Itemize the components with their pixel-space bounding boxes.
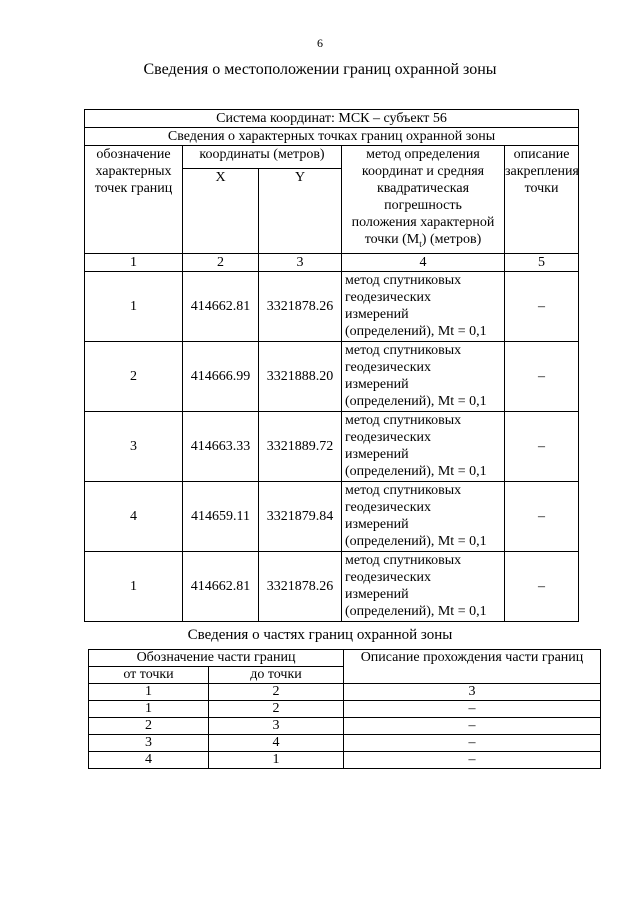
method: метод спутниковых геодезических измерений (определений), Mt = 0,1	[342, 341, 505, 411]
coord-x: 414666.99	[183, 341, 259, 411]
description: –	[505, 341, 579, 411]
to-point: 2	[209, 684, 344, 701]
coordinate-system: Система координат: МСК – субъект 56	[85, 110, 579, 128]
header-from-point: от точки	[89, 667, 209, 684]
to-point: 1	[209, 752, 344, 769]
part-description: –	[344, 718, 601, 735]
from-point: 1	[89, 701, 209, 718]
method: метод спутниковых геодезических измерений (определений), Mt = 0,1	[342, 271, 505, 341]
method: метод спутниковых геодезических измерений (определений), Mt = 0,1	[342, 411, 505, 481]
description: –	[505, 551, 579, 621]
coord-x: 414662.81	[183, 271, 259, 341]
table-row	[85, 481, 579, 551]
parts-table	[88, 649, 601, 769]
header-description: описание закрепления точки	[505, 146, 579, 254]
point-id: 2	[85, 341, 183, 411]
coord-y: 3321878.26	[259, 271, 342, 341]
table-row	[89, 701, 601, 718]
table-row	[85, 551, 579, 621]
table-row	[89, 718, 601, 735]
column-number: 4	[342, 253, 505, 271]
table-row	[85, 341, 579, 411]
part-description: 3	[344, 684, 601, 701]
header-method: метод определения координат и средняя квадратическая погрешность положения характерной точки $(M_t)$ (метров)	[342, 146, 505, 254]
parts-title: Сведения о частях границ охранной зоны	[187, 627, 453, 643]
coord-x: 414659.11	[183, 481, 259, 551]
header-x: X	[183, 168, 259, 253]
point-id: 1	[85, 271, 183, 341]
from-point: 4	[89, 752, 209, 769]
header-y: Y	[259, 168, 342, 253]
point-id: 1	[85, 551, 183, 621]
coord-y: 3321879.84	[259, 481, 342, 551]
description: –	[505, 411, 579, 481]
to-point: 2	[209, 701, 344, 718]
coord-y: 3321888.20	[259, 341, 342, 411]
header-part-designation: Обозначение части границ	[89, 650, 344, 667]
description: –	[505, 271, 579, 341]
table-row	[89, 752, 601, 769]
table-row	[89, 684, 601, 701]
point-id: 3	[85, 411, 183, 481]
description: –	[505, 481, 579, 551]
part-description: –	[344, 752, 601, 769]
table-row	[85, 271, 579, 341]
from-point: 3	[89, 735, 209, 752]
part-description: –	[344, 735, 601, 752]
coord-y: 3321889.72	[259, 411, 342, 481]
coord-x: 414662.81	[183, 551, 259, 621]
coord-y: 3321878.26	[259, 551, 342, 621]
header-coordinates: координаты (метров)	[183, 146, 342, 169]
from-point: 2	[89, 718, 209, 735]
table-row	[85, 411, 579, 481]
header-part-description: Описание прохождения части границ	[344, 650, 601, 684]
column-number: 1	[85, 253, 183, 271]
section-heading: Сведения о характерных точках границ охранной зоны	[85, 128, 579, 146]
coord-x: 414663.33	[183, 411, 259, 481]
page-number: 6	[317, 36, 323, 50]
method: метод спутниковых геодезических измерений (определений), Mt = 0,1	[342, 551, 505, 621]
point-id: 4	[85, 481, 183, 551]
header-point-designation: обозначение характерных точек границ	[85, 146, 183, 254]
document-title: Сведения о местоположении границ охранной зоны	[143, 61, 497, 78]
to-point: 4	[209, 735, 344, 752]
method: метод спутниковых геодезических измерений (определений), Mt = 0,1	[342, 481, 505, 551]
column-number: 3	[259, 253, 342, 271]
part-description: –	[344, 701, 601, 718]
column-number: 2	[183, 253, 259, 271]
from-point: 1	[89, 684, 209, 701]
points-table	[84, 109, 579, 622]
to-point: 3	[209, 718, 344, 735]
column-number: 5	[505, 253, 579, 271]
table-row	[89, 735, 601, 752]
header-to-point: до точки	[209, 667, 344, 684]
